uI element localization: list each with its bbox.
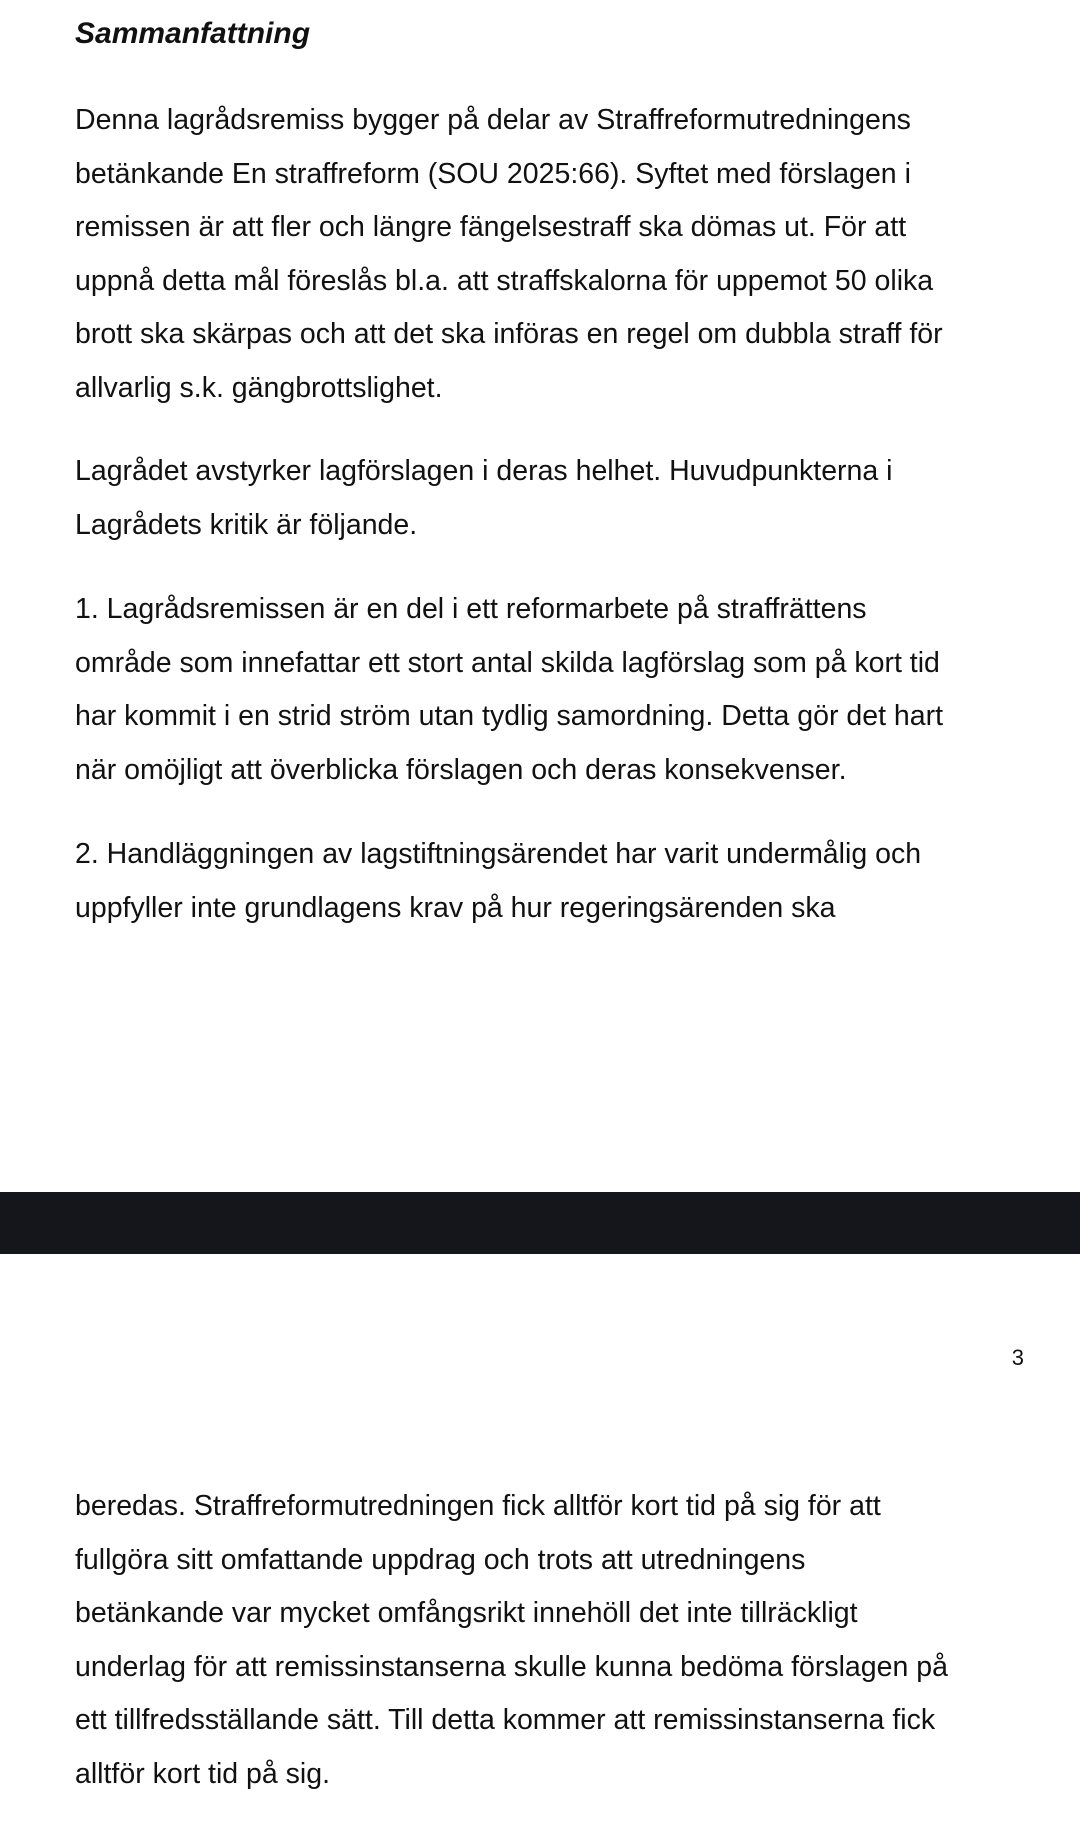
text-line: alltför kort tid på sig.: [75, 1757, 331, 1790]
text-line: ett tillfredsställande sätt. Till detta kommer att remissinstanserna fick: [75, 1704, 936, 1737]
text-line: uppfyller inte grundlagens krav på hur regeringsärenden ska: [75, 891, 836, 924]
text-line: remissen är att fler och längre fängelsestraff ska dömas ut. För att: [75, 211, 907, 244]
text-line: 2. Handläggningen av lagstiftningsärendet har varit undermålig och: [75, 838, 922, 870]
section-heading: Sammanfattning: [75, 17, 311, 50]
text-line: uppnå detta mål föreslås bl.a. att straffskalorna för uppemot 50 olika: [75, 264, 934, 297]
text-line: har kommit i en strid ström utan tydlig samordning. Detta gör det hart: [75, 700, 944, 733]
text-line: betänkande En straffreform (SOU 2025:66). Syftet med förslagen i: [75, 157, 911, 190]
text-line: område som innefattar ett stort antal skilda lagförslag som på kort tid: [75, 646, 940, 679]
text-line: när omöjligt att överblicka förslagen och deras konsekvenser.: [75, 753, 847, 786]
page-break-band: [0, 1192, 1080, 1254]
text-line: brott ska skärpas och att det ska införas en regel om dubbla straff för: [75, 318, 943, 351]
text-line: Lagrådet avstyrker lagförslagen i deras helhet. Huvudpunkterna i: [75, 455, 893, 487]
text-line: betänkande var mycket omfångsrikt innehöll det inte tillräckligt: [75, 1597, 858, 1630]
criticism-point-2-start: [75, 828, 1035, 935]
text-line: Lagrådets kritik är följande.: [75, 508, 418, 541]
text-line: allvarlig s.k. gängbrottslighet.: [75, 371, 443, 404]
text-line: beredas. Straffreformutredningen fick alltför kort tid på sig för att: [75, 1490, 881, 1522]
text-line: fullgöra sitt omfattande uppdrag och trots att utredningens: [75, 1543, 806, 1576]
text-line: underlag för att remissinstanserna skulle kunna bedöma förslagen på: [75, 1650, 948, 1683]
criticism-point-1: [75, 583, 1035, 797]
text-line: Denna lagrådsremiss bygger på delar av Straffreformutredningens: [75, 104, 911, 136]
page-number: 3: [1011, 1345, 1024, 1370]
text-line: 1. Lagrådsremissen är en del i ett reformarbete på straffrättens: [75, 593, 867, 625]
summary-paragraph-1: [75, 94, 1035, 416]
continuation-paragraph: [75, 1480, 1035, 1802]
summary-paragraph-2: [75, 445, 1035, 552]
